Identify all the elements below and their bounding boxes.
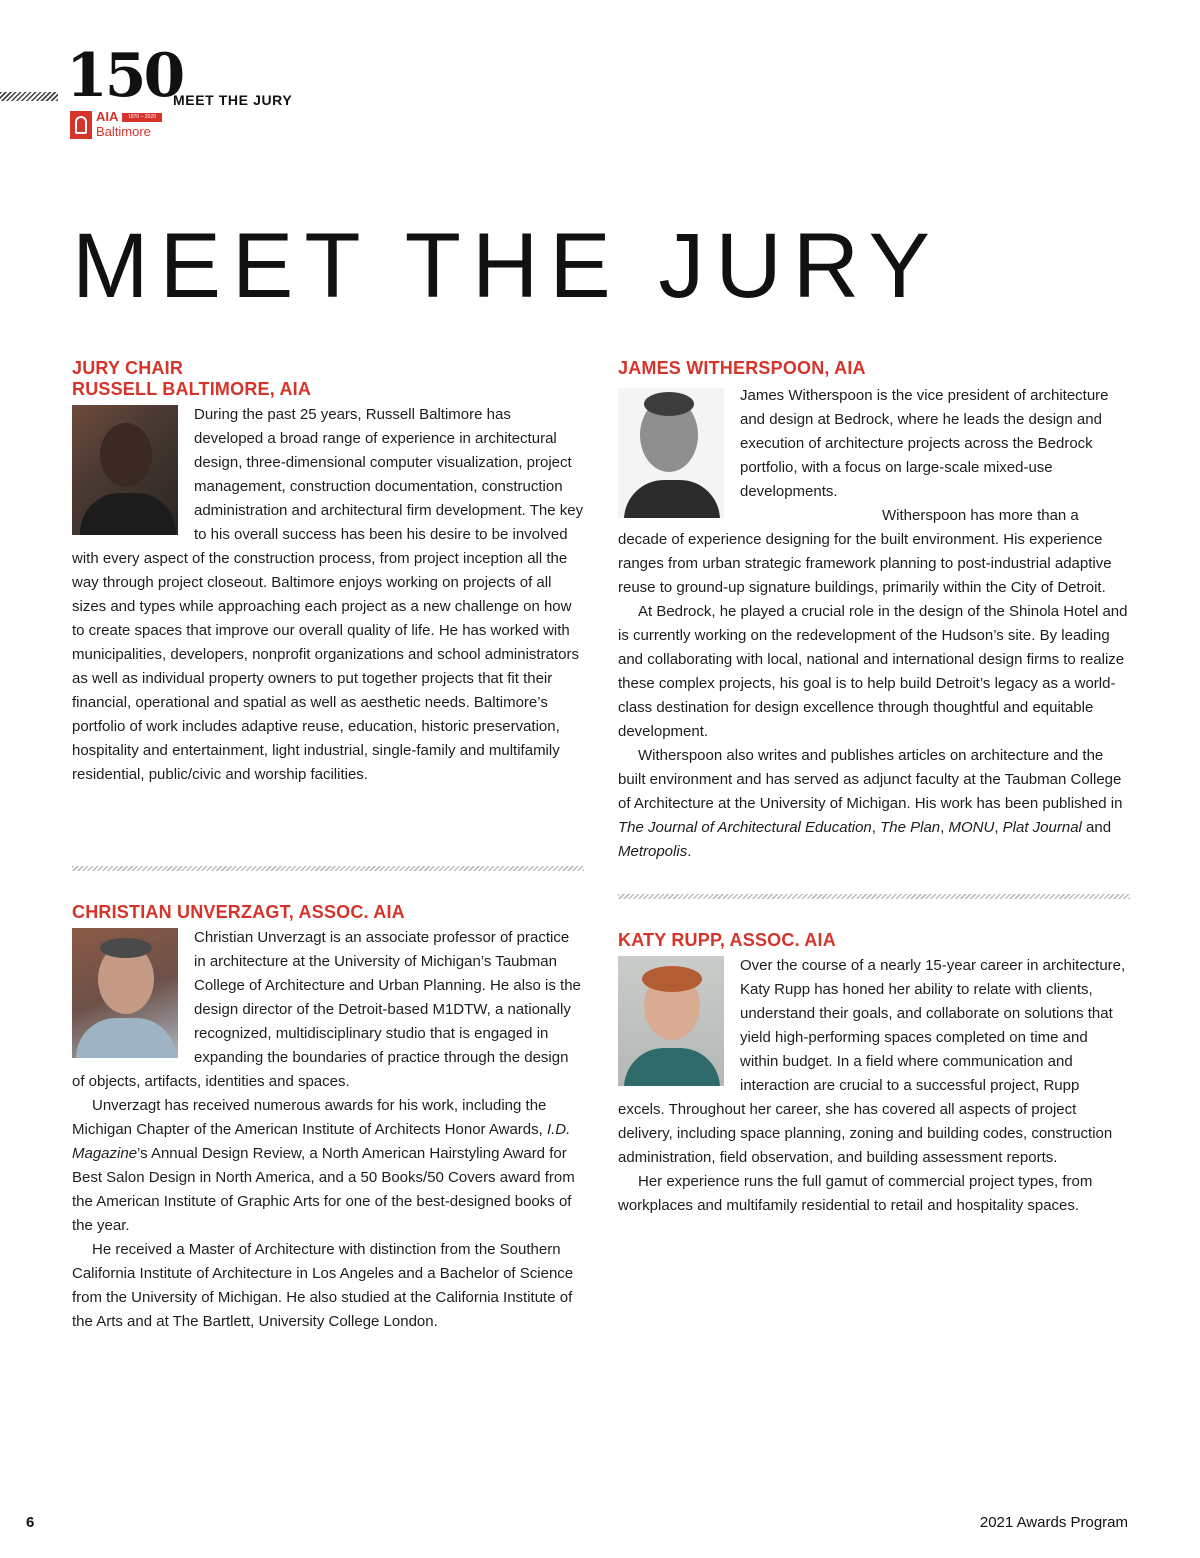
bio-paragraph: During the past 25 years, Russell Baltimore has developed a broad range of experience in architectural design, three-dimensional computer visualization, project management, construction documentation, construction administration and architectural firm development. The key to his overall success has been his desire to be involved with every aspect of the construction process, from project inception all the way through project closeout. Baltimore enjoys working on projects of all sizes and types while approaching each project as a new challenge on how to create spaces that improve our overall quality of life. He has worked with municipalities, developers, nonprofit organizations and school administrators as well as individual property owners to put together projects that fit their financial, operational and spatial as well as aesthetic needs. Baltimore’s portfolio of work includes adaptive reuse, education, historic preservation, hospitality and entertainment, light industrial, single-family and multifamily residential, public/civic and worship facilities. xyxy=(72,406,584,783)
logo-number: 150 xyxy=(66,41,183,111)
bio-paragraph: Witherspoon has more than a decade of experience designing for the built environment. His experience ranges from urban strategic framework planning to post-industrial adaptive reuse to ground-up signature buildings, primarily within the City of Detroit. xyxy=(618,507,1112,596)
logo-city: Baltimore xyxy=(96,124,151,139)
juror-name: KATY RUPP, ASSOC. AIA xyxy=(618,930,836,950)
bio-paragraph: Over the course of a nearly 15-year career in architecture, Katy Rupp has honed her ability to relate with clients, understand their goals, and collaborate on solutions that yield high-performing spaces completed on time and within budget. In a field where communication and interaction are crucial to a successful project, Rupp excels. Throughout her career, she has covered all aspects of project delivery, including space planning, zoning and building codes, construction administration, field observation, and building assessment reports. xyxy=(618,957,1126,1166)
publication-title: Plat Journal xyxy=(1002,819,1082,836)
decorative-hatch xyxy=(0,92,58,101)
publication-title: I.D. Magazine xyxy=(72,1121,571,1162)
bio-text xyxy=(72,926,584,1334)
logo-badge xyxy=(70,111,164,141)
juror-role: JURY CHAIR xyxy=(72,358,184,378)
juror-photo xyxy=(618,956,724,1086)
juror-name: CHRISTIAN UNVERZAGT, ASSOC. AIA xyxy=(72,902,405,922)
bio-james-witherspoon xyxy=(618,358,1130,864)
bio-paragraph: Witherspoon also writes and publishes articles on architecture and the built environment and has served as adjunct faculty at the Taubman College of Architecture at the University of Michigan. His work has been published in The Journal of Architectural Education, The Plan, MONU, Plat Journal and Metropolis. xyxy=(618,747,1123,860)
publication-title: The Plan xyxy=(880,819,941,836)
publication-title: MONU xyxy=(948,819,995,836)
bio-katy-rupp xyxy=(618,930,1130,1218)
bio-text xyxy=(618,384,1130,864)
section-divider xyxy=(72,866,584,871)
section-label: MEET THE JURY xyxy=(173,92,293,108)
bio-paragraph: James Witherspoon is the vice president of architecture and design at Bedrock, where he leads the design and execution of architecture projects across the Bedrock portfolio, with a focus on large-scale mixed-use developments. xyxy=(740,387,1109,500)
bio-paragraph: He received a Master of Architecture with distinction from the Southern California Institute of Architecture in Los Angeles and a Bachelor of Science from the University of Michigan. He also studied at the California Institute of the Arts and at The Bartlett, University College London. xyxy=(72,1241,574,1330)
bio-text xyxy=(618,954,1130,1218)
juror-name: JAMES WITHERSPOON, AIA xyxy=(618,358,866,378)
bio-text xyxy=(72,403,584,787)
juror-photo xyxy=(72,928,178,1058)
bio-paragraph: Christian Unverzagt is an associate professor of practice in architecture at the University of Michigan’s Taubman College of Architecture and Urban Planning. He also is the design director of the Detroit-based M1DTW, a nationally recognized, multidisciplinary studio that is engaged in expanding the boundaries of practice through the design of objects, artifacts, identities and spaces. xyxy=(72,929,581,1090)
page-number: 6 xyxy=(26,1514,35,1531)
page-title: MEET THE JURY xyxy=(72,215,941,317)
logo-years: 1870 – 2020 xyxy=(122,113,162,122)
bio-russell-baltimore xyxy=(72,358,584,787)
section-divider xyxy=(618,894,1130,899)
juror-name: RUSSELL BALTIMORE, AIA xyxy=(72,379,312,399)
juror-photo xyxy=(618,388,724,518)
aia-baltimore-logo xyxy=(66,41,183,144)
publication-name: 2021 Awards Program xyxy=(979,1514,1128,1531)
juror-photo xyxy=(72,405,178,535)
aia-mark-icon xyxy=(70,111,92,139)
bio-paragraph: Unverzagt has received numerous awards for his work, including the Michigan Chapter of the American Institute of Architects Honor Awards, I.D. Magazine’s Annual Design Review, a North American Hairstyling Award for Best Salon Design in North America, and a 50 Books/50 Covers award from the American Institute of Graphic Arts for one of the best-designed books of the year. xyxy=(72,1097,575,1234)
logo-org: AIA xyxy=(96,109,119,124)
bio-paragraph: At Bedrock, he played a crucial role in the design of the Shinola Hotel and is currently working on the redevelopment of the Hudson’s site. By leading and collaborating with local, national and international design firms to realize these complex projects, his goal is to help build Detroit’s legacy as a world-class destination for design excellence through thoughtful and equitable development. xyxy=(618,603,1128,740)
bio-christian-unverzagt xyxy=(72,902,584,1334)
bio-paragraph: Her experience runs the full gamut of commercial project types, from workplaces and multifamily residential to retail and hospitality spaces. xyxy=(618,1173,1093,1214)
publication-title: The Journal of Architectural Education xyxy=(618,819,872,836)
publication-title: Metropolis xyxy=(618,843,688,860)
